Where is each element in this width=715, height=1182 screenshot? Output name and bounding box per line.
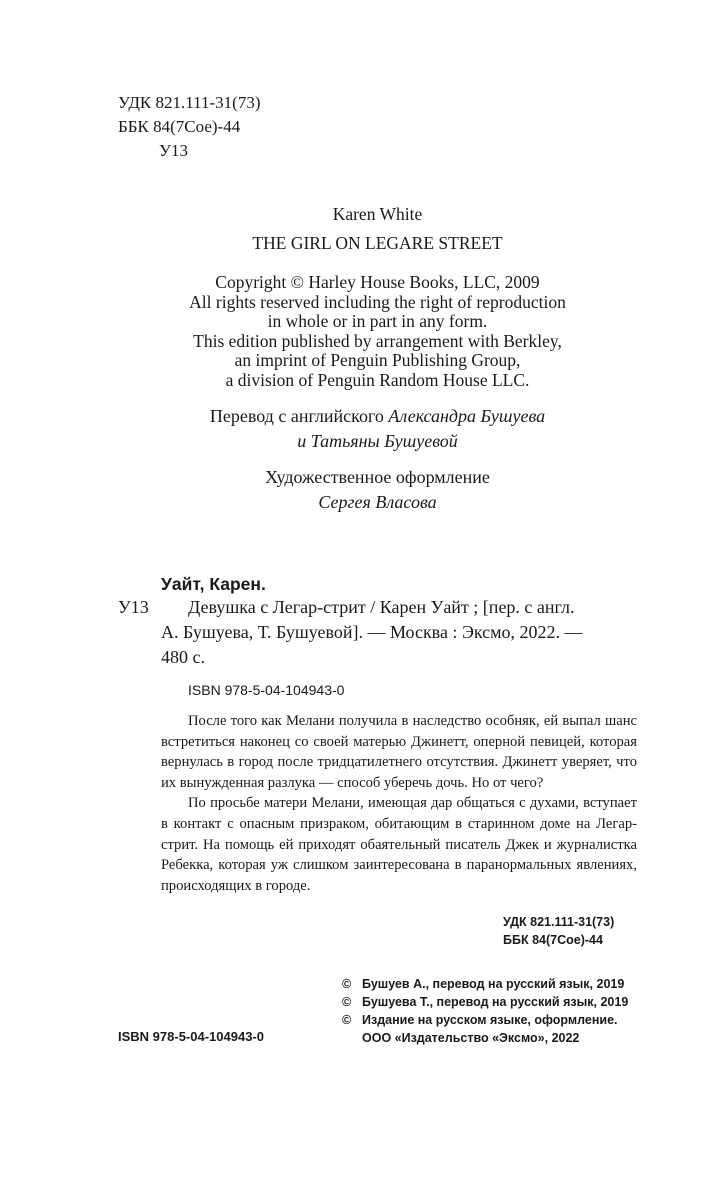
bottom-classification [503,913,614,949]
udk-code: УДК 821.111-31(73) [118,93,261,112]
copyright-notice [0,273,715,390]
copyright-line: Copyright © Harley House Books, LLC, 2009 [215,272,540,292]
copyright-line: an imprint of Penguin Publishing Group, [234,350,521,370]
copyright-mark [342,1029,356,1047]
annotation-paragraph: После того как Мелани получила в наследство особняк, ей выпал шанс встретиться наконец со своей матерью Джинетт, оперной певицей, которая вернулась в город после тридцатилетнего отсутствия. Джинетт уверяет, что их вынужденная разлука — способ уберечь дочь. Но от чего? [161,713,637,791]
design-credit [0,465,715,515]
author-mark: У13 [159,141,189,160]
copyright-list [342,975,628,1047]
designer-name: Сергея Власова [318,492,437,512]
copyright-text: Бушуева Т., перевод на русский язык, 2019 [362,995,629,1009]
design-label: Художественное оформление [265,467,490,487]
original-author: Karen White [332,204,423,224]
translator-name: Александра Бушуева [388,406,546,426]
copyright-text: Бушуев А., перевод на русский язык, 2019 [362,977,625,991]
translation-credit [0,404,715,454]
copyright-item [342,1029,628,1047]
translation-prefix: Перевод с английского [209,406,389,426]
annotation-paragraph: По просьбе матери Мелани, имеющая дар общаться с духами, вступает в контакт с опасным призраком, обитающим в старинном доме на Легар-стрит. На помощь ей приходят обаятельный писатель Джек и журналистка Ребекка, которая уж слишком заинтересована в паранормальных явлениях, происходящих в городе. [161,795,637,894]
catalog-isbn: ISBN 978-5-04-104943-0 [188,682,345,698]
copyright-text: ООО «Издательство «Эксмо», 2022 [362,1031,580,1045]
catalog-description [161,595,636,670]
description-line: Девушка с Легар-стрит / Карен Уайт ; [пер. с англ. [188,597,575,617]
copyright-mark: © [342,977,352,991]
copyright-text: Издание на русском языке, оформление. [362,1013,618,1027]
catalog-mark: У13 [118,597,149,617]
copyright-mark: © [342,1013,352,1027]
copyright-line: in whole or in part in any form. [267,311,488,331]
original-title: THE GIRL ON LEGARE STREET [252,233,503,253]
copyright-line: All rights reserved including the right of reproduction [189,291,566,312]
isbn-bottom: ISBN 978-5-04-104943-0 [118,1029,264,1044]
bbk-code: ББК 84(7Сое)-44 [503,933,603,947]
description-line: А. Бушуева, Т. Бушуевой]. — Москва : Эксмо, 2022. — [161,622,583,642]
copyright-line: This edition published by arrangement with Berkley, [193,330,562,351]
description-line: 480 с. [161,647,205,667]
classification-block [118,91,260,163]
copyright-item [342,975,628,993]
catalog-heading: Уайт, Карен. [161,574,266,594]
copyright-item [342,993,628,1011]
annotation [161,711,637,896]
copyright-mark: © [342,995,352,1009]
bbk-code: ББК 84(7Сое)-44 [118,117,241,136]
udk-code: УДК 821.111-31(73) [503,915,615,929]
copyright-line: a division of Penguin Random House LLC. [225,369,530,390]
translator-name: и Татьяны Бушуевой [297,431,458,451]
copyright-item [342,1011,628,1029]
